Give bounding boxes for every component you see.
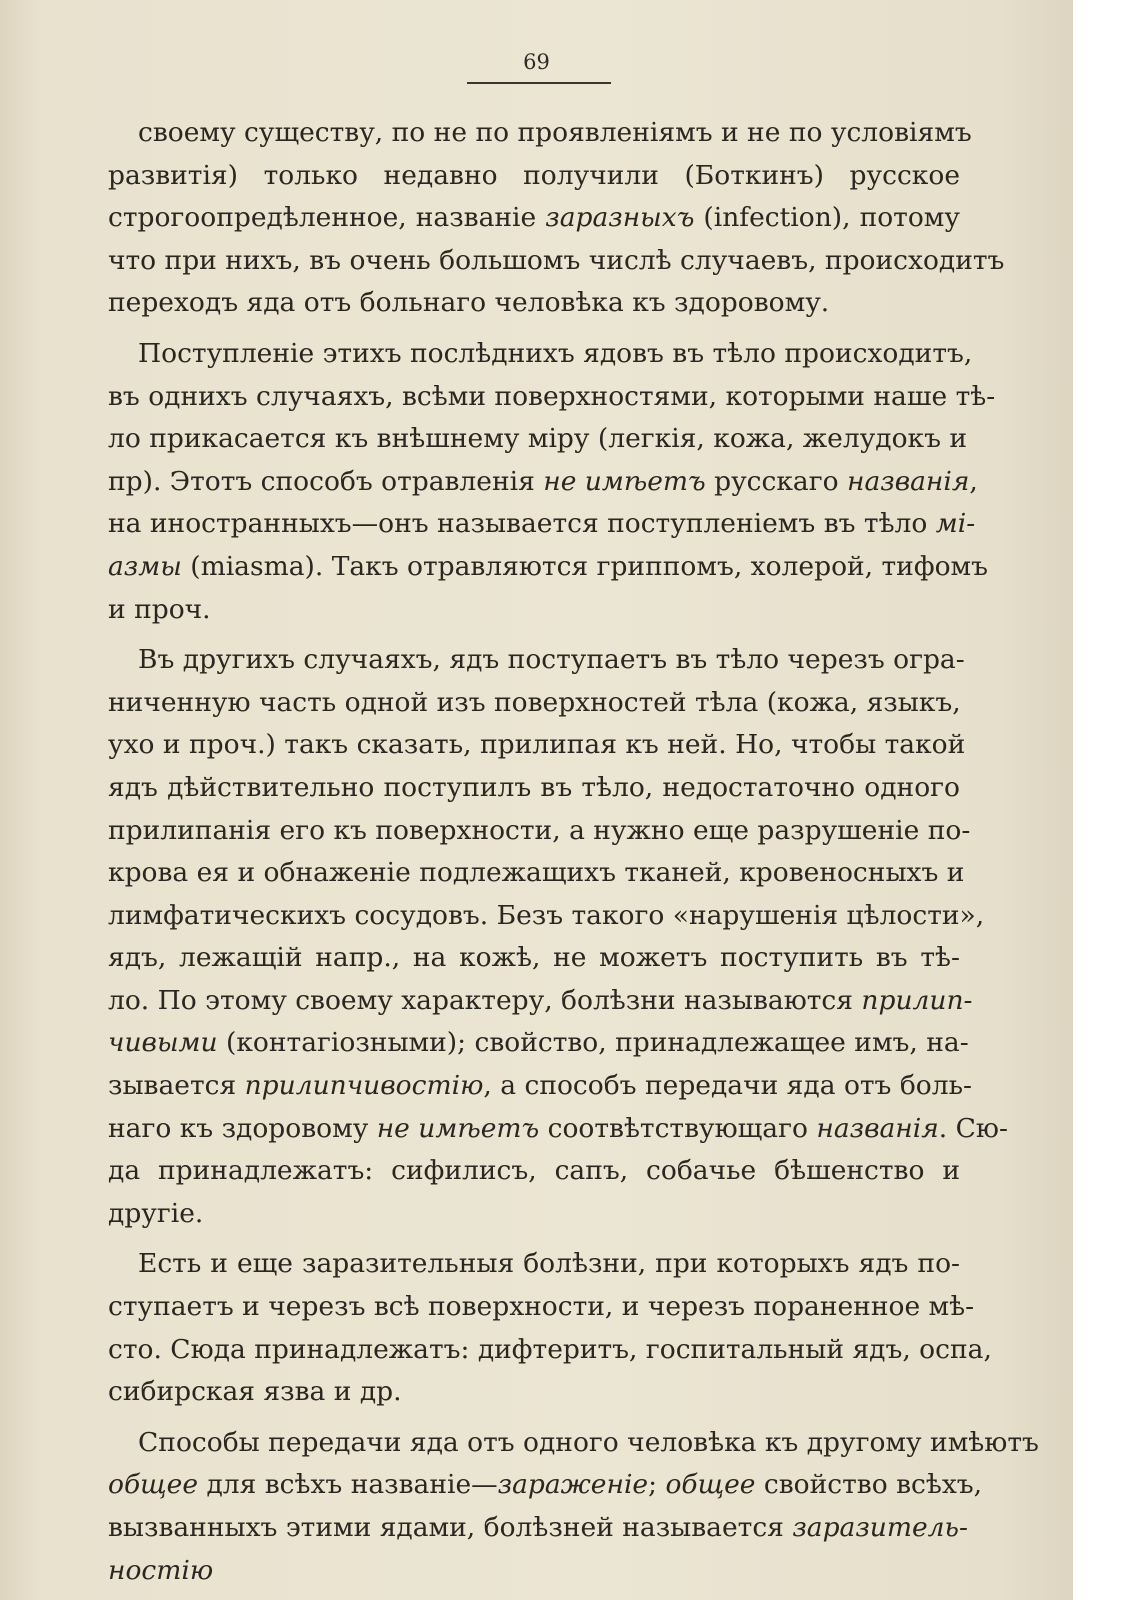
text-line: ядъ, лежащій напр., на кожѣ, не можетъ поступить въ тѣ- [108,942,960,974]
text-segment: зывается [108,1070,245,1102]
text-segment: (miasma). Такъ отравляются гриппомъ, холерой, тифомъ [181,550,989,582]
italic-term: мі- [935,508,976,540]
italic-term: общее [665,1469,756,1501]
text-line: ступаетъ и черезъ всѣ поверхности, и черезъ пораненное мѣ- [108,1291,975,1323]
text-line [108,980,973,1023]
text-segment: для всѣхъ названіе— [198,1469,498,1501]
text-line: прилипанія его къ поверхности, а нужно еще разрушеніе по- [108,814,971,846]
text-segment: пр). Этотъ способъ отравленія [108,465,544,497]
text-segment: строгоопредѣленное, названіе [108,202,546,234]
italic-term: прилип- [861,984,973,1016]
text-line: ло прикасается къ внѣшнему міру (легкія, кожа, желудокъ и [108,423,968,455]
page-number: 69 [523,50,550,74]
paragraph [108,112,1005,325]
text-line: Способы передачи яда отъ одного человѣка къ другому имѣютъ [138,1426,1039,1458]
text-line [108,1550,960,1593]
text-line: Поступленіе этихъ послѣднихъ ядовъ въ тѣло происходитъ, [138,337,973,369]
text-line [108,546,989,589]
italic-term: азмы [108,550,182,582]
paragraph [108,1422,1039,1592]
text-line: въ однихъ случаяхъ, всѣми поверхностями, которыми наше тѣ- [108,380,996,412]
italic-term: заразитель- [792,1512,968,1543]
text-line: да принадлежатъ: сифилисъ, сапъ, собачье бѣшенство и [108,1155,960,1187]
italic-term: заразныхъ [545,202,695,234]
text-segment: наго къ здоровому [108,1112,377,1144]
text-line: сто. Сюда принадлежатъ: дифтеритъ, госпитальный ядъ, оспа, [108,1333,992,1365]
italic-term: ностію [108,1554,214,1586]
italic-term: прилипчивостію [244,1070,484,1102]
text-segment: ло. По этому своему характеру, болѣзни называются [108,984,862,1016]
text-segment: соотвѣтствующаго [539,1112,817,1144]
text-line: ниченную часть одной изъ поверхностей тѣла (кожа, языкъ, [108,686,961,718]
text-line: переходъ яда отъ больнаго человѣка къ здоровому. [108,287,830,319]
italic-term: не имѣетъ [543,465,706,497]
text-line: Въ другихъ случаяхъ, ядъ поступаетъ въ тѣло черезъ огра- [138,644,965,676]
text-line: Есть и еще заразительныя болѣзни, при которыхъ ядъ по- [138,1248,960,1280]
text-line [108,197,960,240]
text-line [108,1022,969,1065]
text-segment: (контагіозными); свойство, принадлежащее имъ, на- [217,1027,969,1059]
text-line: крова ея и обнаженіе подлежащихъ тканей, кровеносныхъ и [108,857,965,889]
text-line: лимфатическихъ сосудовъ. Безъ такого «нарушенія цѣлости», [108,899,985,931]
italic-term: названія [847,465,970,497]
page-number-rule [467,82,611,84]
text-segment: русскаго [705,465,847,497]
text-line: что при нихъ, въ очень большомъ числѣ случаевъ, происходитъ [108,244,1005,276]
text-line [108,503,976,546]
italic-term: зараженіе [497,1469,649,1501]
text-segment: , [969,465,978,497]
text-line [108,1507,968,1550]
text-line: ухо и проч.) такъ сказать, прилипая къ ней. Но, чтобы такой [108,729,966,761]
text-line: своему существу, по не по проявленіямъ и не по условіямъ [138,117,972,148]
text-segment: свойство всѣхъ, [755,1469,983,1501]
italic-term: не имѣетъ [376,1112,540,1144]
text-line: развитія) только недавно получили (Боткинъ) русское [108,159,960,191]
text-segment: ; [648,1469,666,1501]
text-line [108,461,978,504]
paragraph [108,1243,992,1413]
text-segment: (infection), потому [694,202,960,234]
body-text [108,112,1039,1600]
text-segment: , а способъ передачи яда отъ боль- [483,1070,972,1102]
paragraph [108,333,996,631]
text-segment: на иностранныхъ—онъ называется поступленіемъ въ тѣло [108,508,936,540]
text-line [108,1464,983,1507]
text-segment: вызванныхъ этими ядами, болѣзней называется [108,1512,793,1543]
italic-term: чивыми [108,1027,218,1059]
italic-term: названія [816,1112,939,1144]
text-line [108,1065,972,1108]
text-line: ядъ дѣйствительно поступилъ въ тѣло, недостаточно одного [108,771,960,803]
text-line: сибирская язва и др. [108,1376,402,1408]
text-line: и проч. [108,593,211,625]
text-line: другіе. [108,1197,204,1229]
text-segment: . Сю- [938,1112,1008,1144]
text-line [108,1108,1008,1151]
italic-term: общее [108,1469,199,1501]
paragraph [108,639,1008,1235]
